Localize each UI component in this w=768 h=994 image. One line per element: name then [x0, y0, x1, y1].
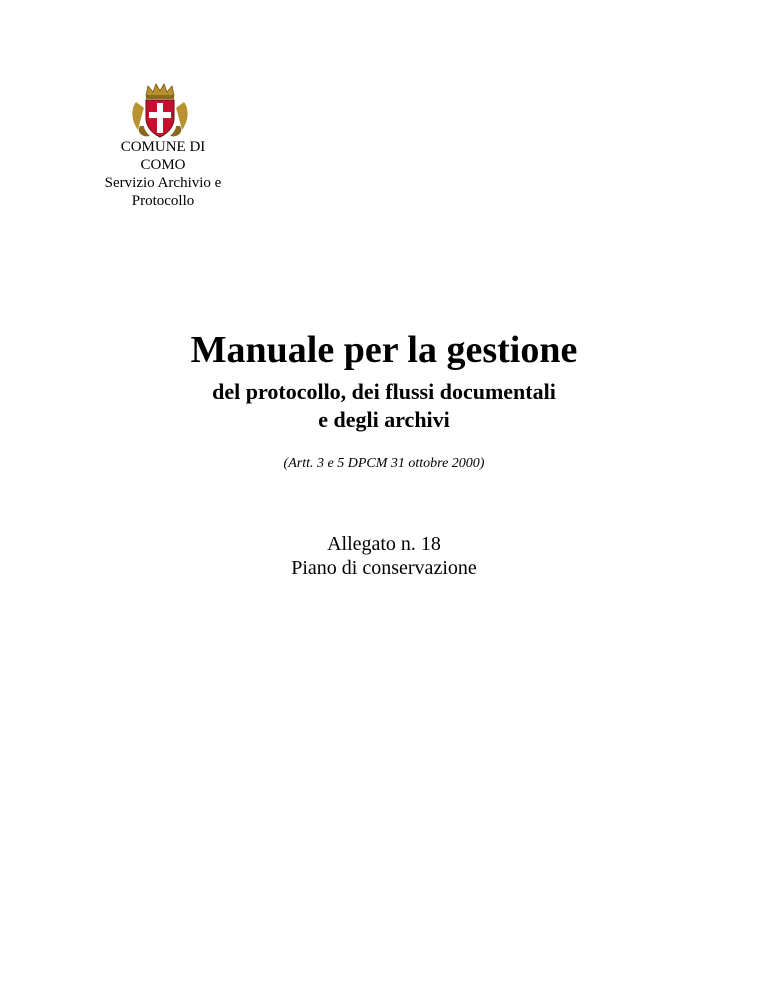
issuer-line: COMUNE DI: [120, 139, 206, 155]
annex-title: Piano di conservazione: [291, 557, 477, 579]
annex-block: [0, 532, 768, 580]
issuer-block: [88, 138, 238, 210]
issuer-line: COMO: [140, 157, 186, 173]
subtitle-line: del protocollo, dei flussi documentali: [212, 379, 556, 404]
document-subtitle: [0, 378, 768, 434]
subtitle-line: e degli archivi: [318, 407, 450, 432]
issuer-line: Servizio Archivio e: [104, 175, 222, 191]
issuer-line: Protocollo: [131, 193, 195, 209]
legal-reference: (Artt. 3 e 5 DPCM 31 ottobre 2000): [283, 456, 485, 471]
document-title: Manuale per la gestione: [190, 329, 578, 371]
coat-of-arms-icon: [130, 82, 190, 140]
annex-number: Allegato n. 18: [327, 533, 441, 555]
